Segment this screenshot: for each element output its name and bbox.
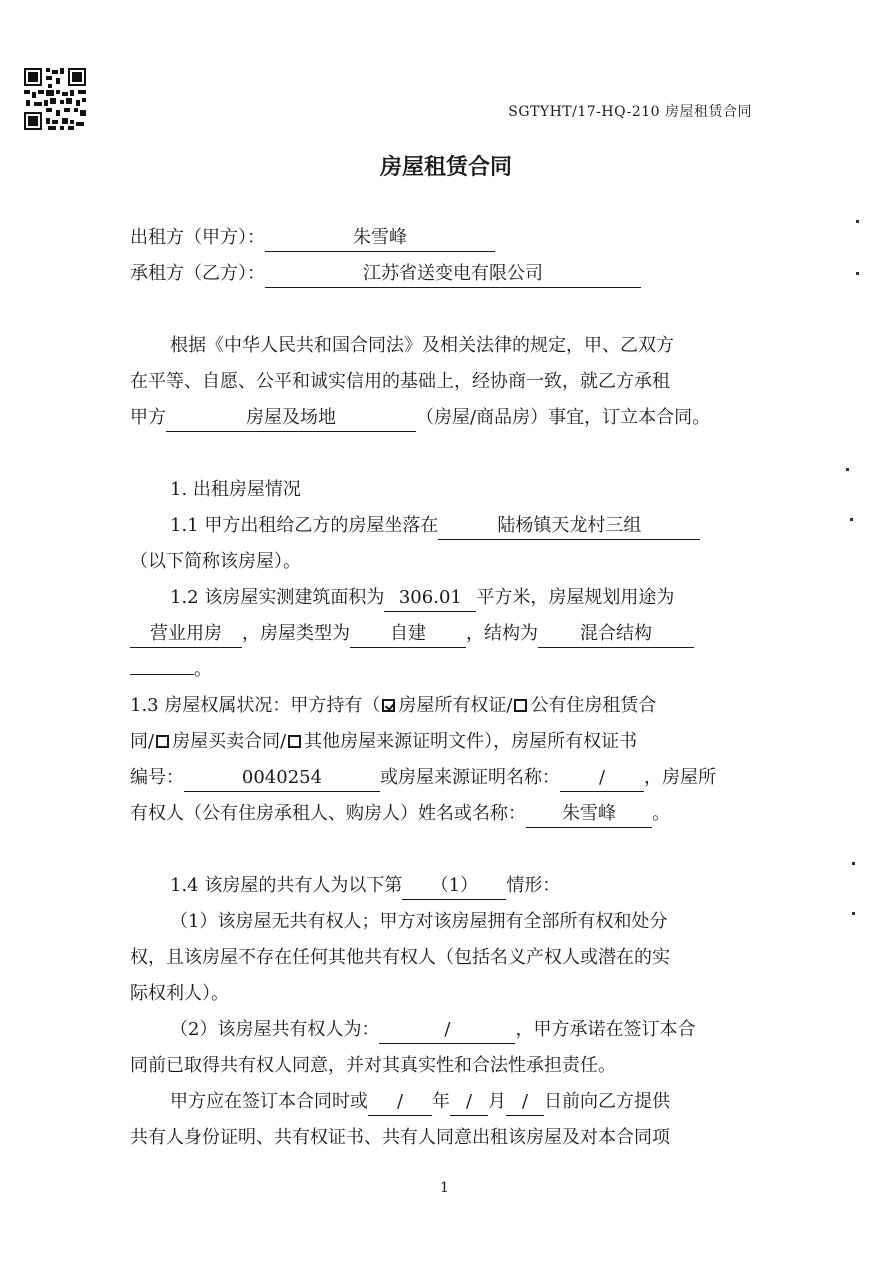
clause-1-3-line-4 [130, 796, 750, 832]
clause-text: 1.4 该房屋的共有人为以下第 [170, 875, 403, 896]
clause-text: 1.3 房屋权属状况：甲方持有（ [130, 695, 381, 716]
preamble-line-2: 在平等、自愿、公平和诚实信用的基础上，经协商一致，就乙方承租 [130, 371, 670, 392]
clause-1-4-line-1 [130, 868, 750, 904]
area-value: 306.01 [384, 585, 476, 612]
clause-text: 月 [488, 1091, 506, 1112]
co-owner-name-value: / [379, 1017, 515, 1044]
clause-1-4-3-line-2: 共有人身份证明、共有权证书、共有人同意出租该房屋及对本合同项 [130, 1127, 670, 1148]
preamble-text: （房屋/商品房）事宜，订立本合同。 [416, 407, 711, 428]
owner-name-value: 朱雪峰 [526, 801, 652, 828]
scan-speck [850, 518, 853, 521]
clause-1-2-line-1 [130, 580, 750, 616]
scan-speck [856, 220, 859, 223]
ownership-certificate-checkbox[interactable] [382, 699, 395, 712]
clause-text: 1.1 甲方出租给乙方的房屋坐落在 [170, 515, 439, 536]
scan-speck [852, 912, 855, 915]
clause-1-4-1-line-3: 际权利人）。 [130, 983, 229, 1004]
clause-text: ，房屋类型为 [242, 623, 350, 644]
clause-1-1-line-2: （以下简称该房屋）。 [130, 551, 301, 572]
scan-speck [846, 468, 849, 471]
lessor-value: 朱雪峰 [265, 225, 495, 252]
checkbox-label: 房屋所有权证/ [398, 695, 513, 716]
clause-1-4-2-line-2: 同前已取得共有权人同意，并对其真实性和合法性承担责任。 [130, 1055, 616, 1076]
clause-text: 日前向乙方提供 [544, 1091, 670, 1112]
deadline-month-value: / [450, 1089, 488, 1116]
preamble-text: 甲方 [130, 407, 166, 428]
clause-text: 1.2 该房屋实测建筑面积为 [170, 587, 385, 608]
location-value: 陆杨镇天龙村三组 [438, 513, 700, 540]
other-source-document-checkbox[interactable] [288, 735, 301, 748]
deadline-year-value: / [368, 1089, 432, 1116]
clause-text: 平方米，房屋规划用途为 [476, 587, 675, 608]
lessee-label: 承租方（乙方）： [130, 263, 265, 284]
clause-text: 情形： [506, 875, 561, 896]
certificate-number-value: 0040254 [184, 765, 380, 792]
source-document-name-value: / [560, 765, 644, 792]
co-owner-case-value: （1） [402, 873, 506, 900]
document-code: SGTYHT/17-HQ-210 房屋租赁合同 [508, 104, 752, 120]
section-1-heading: 1. 出租房屋情况 [170, 479, 301, 500]
page-number: 1 [440, 1180, 449, 1196]
purchase-contract-checkbox[interactable] [156, 735, 169, 748]
planned-use-value: 营业用房 [130, 621, 242, 648]
clause-1-4-2-line-1 [130, 1012, 750, 1048]
clause-1-3-line-1 [130, 688, 750, 724]
clause-text: 或房屋来源证明名称： [380, 767, 560, 788]
clause-1-4-1-line-2: 权，且该房屋不存在任何其他共有权人（包括名义产权人或潜在的实 [130, 947, 670, 968]
clause-1-3-line-3 [130, 760, 750, 796]
structure-value-continued [130, 674, 194, 675]
checkbox-label: 房屋买卖合同/ [172, 731, 287, 752]
lessor-label: 出租方（甲方）： [130, 227, 265, 248]
checkbox-label: 公有住房租赁合 [530, 695, 657, 716]
clause-1-4-3-line-1 [130, 1084, 750, 1120]
lessee-value: 江苏省送变电有限公司 [265, 261, 641, 288]
clause-text: 甲方应在签订本合同时或 [170, 1091, 368, 1112]
structure-value: 混合结构 [538, 621, 694, 648]
clause-text: 。 [194, 659, 212, 680]
document-title: 房屋租赁合同 [379, 154, 512, 180]
lessee-line [130, 256, 750, 292]
preamble-line-1: 根据《中华人民共和国合同法》及相关法律的规定，甲、乙双方 [170, 335, 674, 356]
scan-speck [852, 862, 855, 865]
clause-text: 编号： [130, 767, 184, 788]
clause-text: 年 [432, 1091, 450, 1112]
deadline-day-value: / [506, 1089, 544, 1116]
clause-1-2-line-3 [130, 652, 750, 688]
clause-1-3-line-2 [130, 724, 750, 760]
clause-1-2-line-2 [130, 616, 750, 652]
clause-text: ，结构为 [466, 623, 538, 644]
clause-text: ，甲方承诺在签订本合 [515, 1019, 696, 1040]
premises-type-value: 房屋及场地 [166, 405, 416, 432]
checkbox-label: 其他房屋来源证明文件），房屋所有权证书 [304, 731, 638, 752]
clause-text: （2）该房屋共有权人为： [170, 1019, 380, 1040]
preamble-line-3 [130, 400, 750, 436]
qr-code-icon [22, 66, 88, 132]
public-housing-lease-checkbox[interactable] [514, 699, 527, 712]
clause-1-4-1-line-1: （1）该房屋无共有权人；甲方对该房屋拥有全部所有权和处分 [170, 911, 668, 932]
clause-1-1-line-1 [130, 508, 750, 544]
lessor-line [130, 220, 750, 256]
clause-text: 。 [652, 803, 670, 824]
scan-speck [856, 272, 859, 275]
contract-body [130, 220, 750, 1156]
checkbox-label: 同/ [130, 731, 155, 752]
house-type-value: 自建 [350, 621, 466, 648]
clause-text: 有权人（公有住房承租人、购房人）姓名或名称： [130, 803, 526, 824]
clause-text: ，房屋所 [644, 767, 716, 788]
